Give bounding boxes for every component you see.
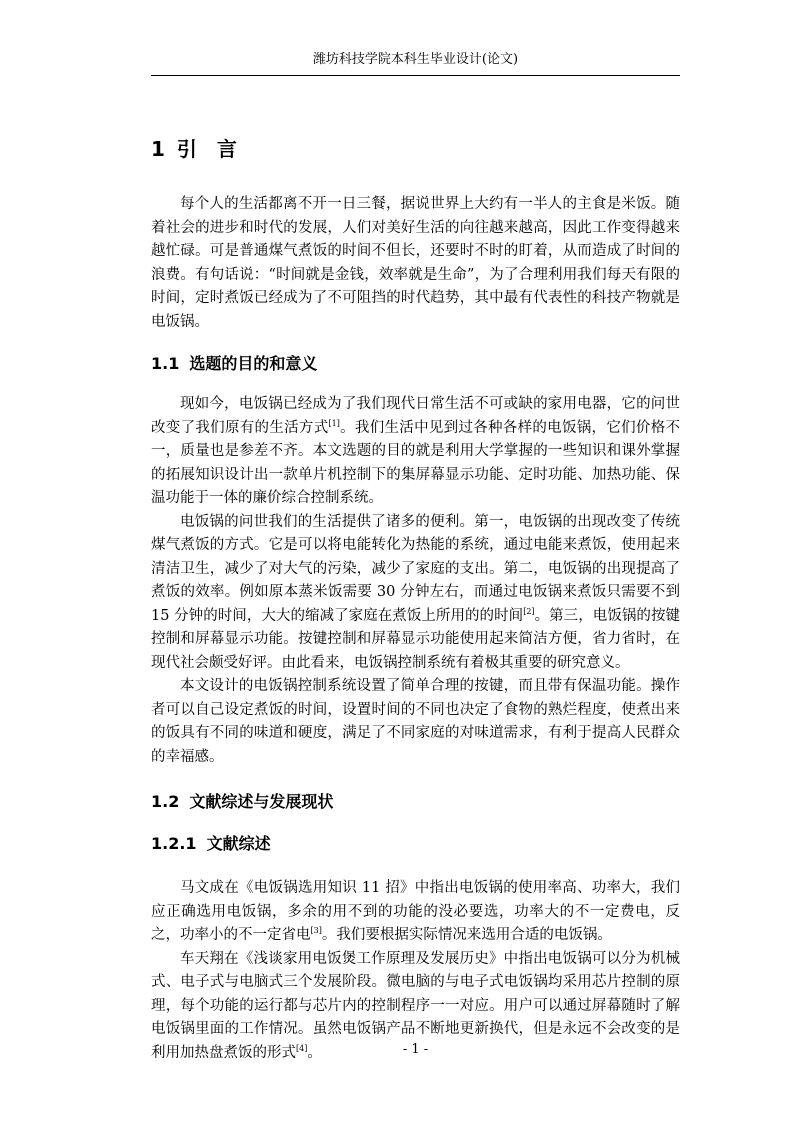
paragraph bbox=[151, 393, 680, 511]
paragraph-text: 马文成在《电饭锅选用知识 11 招》中指出电饭锅的使用率高、功率大，我们应正确选用电饭锅，多余的用不到的功能的没必要选，功率大的不一定费电，反之，功率小的不一定省电 bbox=[151, 880, 680, 943]
running-header: 潍坊科技学院本科生毕业设计(论文) bbox=[312, 52, 519, 67]
subsection-heading-1-2-1 bbox=[151, 831, 680, 857]
section-title: 文献综述与发展现状 bbox=[189, 792, 334, 811]
paragraph-text: 电饭锅的问世我们的生活提供了诸多的便利。第一，电饭锅的出现改变了传统煤气煮饭的方式。它是可以将电能转化为热能的系统，通过电能来煮饭，使用起来清洁卫生，减少了对大气的污染，减少了家庭的支出。第二，电饭锅的出现提高了煮饭的效率。例如原本蒸米饭需要 30 分钟左右，而通过电饭锅来煮饭只需要不到 15 分钟的时间，大大的缩减了家庭在煮饭上所用的的时间 bbox=[151, 513, 680, 624]
section-heading-1-2 bbox=[151, 789, 680, 815]
subsection-title: 文献综述 bbox=[206, 834, 271, 853]
subsection-number: 1.2.1 bbox=[151, 834, 197, 853]
section-title: 选题的目的和意义 bbox=[189, 354, 318, 373]
citation: [4] bbox=[296, 1043, 308, 1053]
paragraph-text: 。 bbox=[307, 1044, 322, 1061]
section-number: 1.2 bbox=[151, 792, 180, 811]
intro-paragraph: 每个人的生活都离不开一日三餐，据说世界上大约有一半人的主食是米饭。随着社会的进步和时代的发展，人们对美好生活的向往越来越高，因此工作变得越来越忙碌。可是普通煤气煮饭的时间不但长，还要时不时的盯着，从而造成了时间的浪费。有句话说：“时间就是金钱，效率就是生命”，为了合理利用我们每天有限的时间，定时煮饭已经成为了不可阻挡的时代趋势，其中最有代表性的科技产物就是电饭锅。 bbox=[151, 196, 680, 330]
citation: [1] bbox=[328, 418, 340, 428]
paragraph bbox=[151, 511, 680, 676]
paragraph-text: 车天翔在《浅谈家用电饭煲工作原理及发展历史》中指出电饭锅可以分为机械式、电子式与电脑式三个发展阶段。微电脑的与电子式电饭锅均采用芯片控制的原理，每个功能的运行都与芯片内的控制程序一一对应。用户可以通过屏幕随时了解电饭锅里面的工作情况。虽然电饭锅产品不断地更新换代，但是永远不会改变的是利用加热盘煮饭的形式 bbox=[151, 950, 680, 1061]
citation: [3] bbox=[310, 926, 322, 936]
paragraph: 本文设计的电饭锅控制系统设置了简单合理的按键，而且带有保温功能。操作者可以自己设定煮饭的时间，设置时间的不同也决定了食物的熟烂程度，使煮出来的饭具有不同的味道和硬度，满足了不同家庭的对味道需求，有利于提高人民群众的幸福感。 bbox=[151, 678, 680, 765]
header-rule bbox=[151, 75, 680, 76]
paragraph bbox=[151, 877, 680, 948]
paragraph-text: 。我们要根据实际情况来选用合适的电饭锅。 bbox=[321, 927, 612, 943]
chapter-heading bbox=[151, 133, 680, 165]
paragraph-text: 。我们生活中见到过各种各样的电饭锅，它们价格不一，质量也是参差不齐。本文选题的目的就是利用大学掌握的一些知识和课外掌握的拓展知识设计出一款单片机控制下的集屏幕显示功能、定时功能、加热功能、保温功能于一体的廉价综合控制系统。 bbox=[151, 419, 681, 506]
section-number: 1.1 bbox=[151, 354, 180, 373]
paragraph-text: 。第三，电饭锅的按键控制和屏幕显示功能。按键控制和屏幕显示功能使用起来简洁方便，省力省时，在现代社会颇受好评。由此看来，电饭锅控制系统有着极其重要的研究意义。 bbox=[151, 607, 681, 671]
paragraph-text: 现如今，电饭锅已经成为了我们现代日常生活不可或缺的家用电器，它的问世改变了我们原有的生活方式 bbox=[151, 396, 680, 436]
citation: [2] bbox=[523, 606, 535, 616]
page-number: - 1 - bbox=[402, 1042, 429, 1057]
page-body bbox=[151, 133, 680, 1065]
chapter-title: 引言 bbox=[176, 137, 257, 161]
chapter-number: 1 bbox=[151, 137, 165, 161]
section-heading-1-1 bbox=[151, 351, 680, 377]
